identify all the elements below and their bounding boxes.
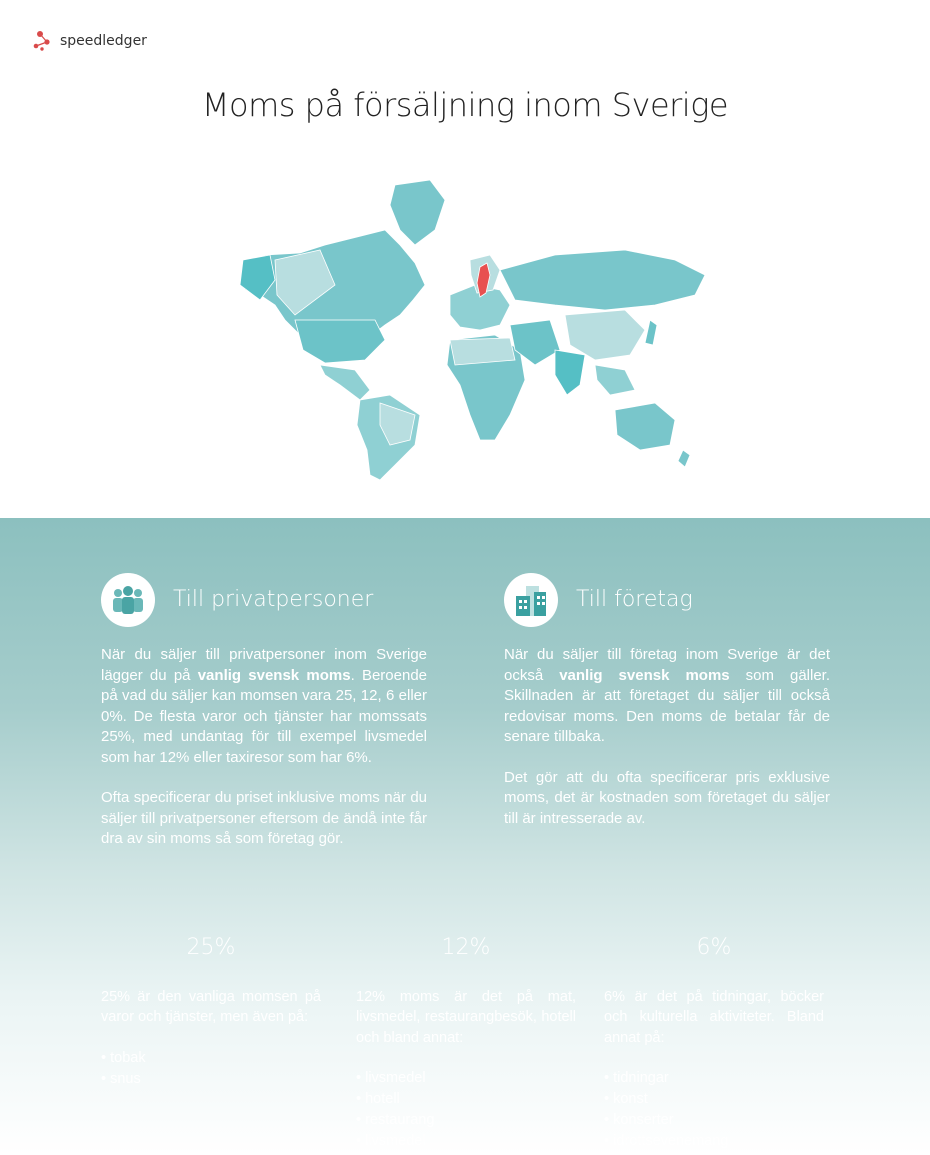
list-item: • idrottsevenemang <box>604 1133 729 1149</box>
map-australia <box>615 403 675 450</box>
office-buildings-icon <box>504 573 558 627</box>
private-heading: Till privatpersoner <box>173 586 374 612</box>
list-item: • konserter <box>604 1112 674 1128</box>
map-greenland <box>390 180 445 245</box>
rate-6 <box>604 935 824 1152</box>
map-usa <box>295 320 385 363</box>
list-item: • livsmedel <box>356 1133 426 1149</box>
map-india <box>555 350 585 395</box>
map-central-america <box>320 365 370 400</box>
business-section <box>504 573 830 849</box>
world-map <box>225 175 710 485</box>
business-paragraph-1: När du säljer till företag inom Sverige är det också vanlig svensk moms som gäller. Skillnaden är att företaget du säljer till också redovisar moms. Den moms de betalar får de senare tillbaka. <box>504 646 831 745</box>
list-item: • tobak <box>101 1049 146 1066</box>
rate-percent: 12% <box>441 935 491 960</box>
brand-name: speedledger <box>60 33 147 49</box>
private-section <box>101 573 427 870</box>
rate-description: 25% är den vanliga momsen på varor och tjänster, men även på: <box>101 988 321 1025</box>
rate-12 <box>356 935 576 1152</box>
list-item: • hotell <box>356 1091 400 1107</box>
rate-description: 12% moms är det på mat, livsmedel, restaurangbesök, hotell och bland annat: <box>356 988 576 1046</box>
private-paragraph-2: Ofta specificerar du priset inklusive moms när du säljer till privatpersoner eftersom de ändå inte får dra av sin moms så som företag gör. <box>101 789 427 847</box>
business-heading: Till företag <box>576 586 693 612</box>
map-southeast-asia <box>595 365 635 395</box>
list-item: • restaurang <box>356 1112 435 1128</box>
list-item: • livsmedel <box>356 1070 426 1086</box>
map-russia <box>500 250 705 310</box>
speedledger-logo-icon <box>32 30 54 52</box>
business-paragraph-2: Det gör att du ofta specificerar pris exklusive moms, det är kostnaden som företaget du säljer till är intresserade av. <box>504 768 830 827</box>
rate-25 <box>101 935 321 1090</box>
list-item: • tidningar <box>604 1070 669 1086</box>
map-north-africa <box>450 338 515 365</box>
private-paragraph-1: När du säljer till privatpersoner inom Sverige lägger du på vanlig svensk moms. Beroende på vad du säljer kan momsen vara 25, 12, 6 eller 0%. De flesta varor och tjänster har momssats 25%, med undantag för till exempel livsmedel som har 12% eller taxiresor som har 6%. <box>101 646 428 766</box>
page-title: Moms på försäljning inom Sverige <box>201 86 729 124</box>
list-item: • konst <box>604 1091 648 1107</box>
people-group-icon <box>101 573 155 627</box>
map-japan <box>645 320 657 345</box>
rate-percent: 25% <box>186 935 236 960</box>
list-item: • snus <box>101 1070 141 1087</box>
brand-logo <box>32 30 147 52</box>
map-new-zealand <box>678 450 690 467</box>
rate-percent: 6% <box>696 935 732 960</box>
rate-description: 6% är det på tidningar, böcker och kulturella aktiviteter. Bland annat på: <box>604 988 824 1046</box>
map-china <box>565 310 645 360</box>
